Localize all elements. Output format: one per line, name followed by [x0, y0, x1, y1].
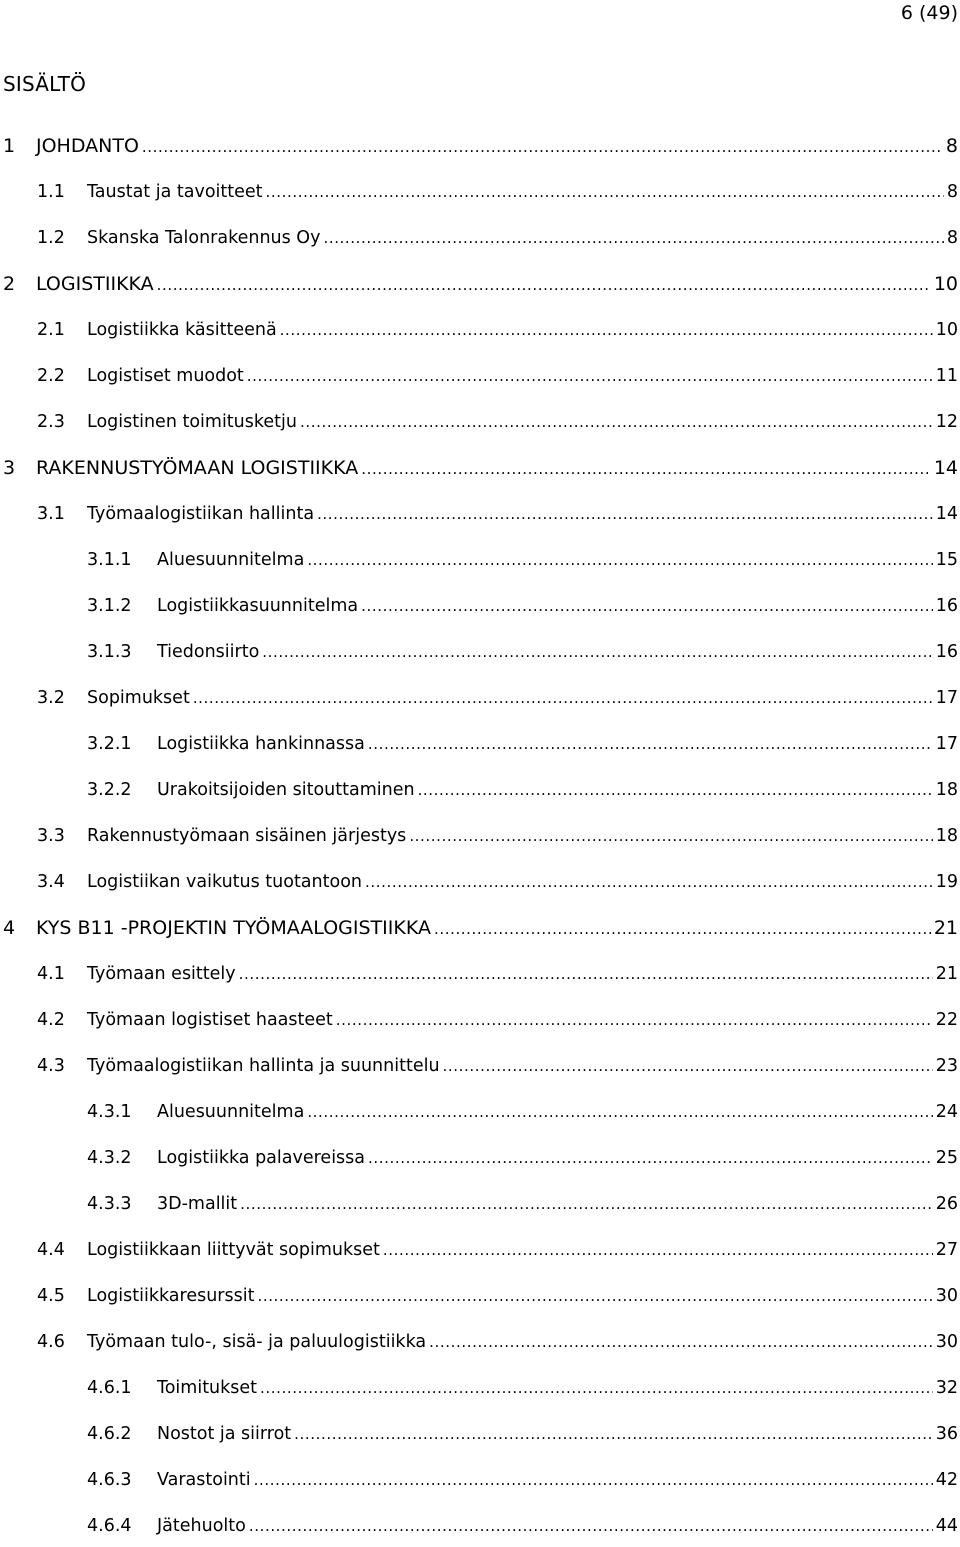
- toc-dot-leader: [368, 1145, 933, 1171]
- toc-entry-number: 2: [3, 273, 16, 295]
- toc-entry[interactable]: [0, 547, 958, 573]
- toc-entry[interactable]: [0, 409, 958, 435]
- toc-entry-page: 44: [935, 1516, 958, 1536]
- page-number: 6 (49): [900, 2, 958, 24]
- toc-entry-title: Logistiikka hankinnassa: [157, 734, 365, 754]
- toc-dot-leader: [361, 593, 933, 619]
- toc-entry[interactable]: [0, 1375, 958, 1401]
- toc-entry-title: Logistiikkaan liittyvät sopimukset: [87, 1240, 380, 1260]
- toc-entry-title: Logistiikka palavereissa: [157, 1148, 366, 1168]
- toc-entry[interactable]: [0, 1421, 958, 1447]
- toc-entry[interactable]: [0, 777, 958, 803]
- toc-entry[interactable]: [0, 1145, 958, 1171]
- toc-entry-title: Logistiikkasuunnitelma: [157, 596, 359, 616]
- toc-entry-page: 16: [935, 642, 958, 662]
- toc-entry-page: 17: [935, 734, 958, 754]
- toc-entry-page: 11: [935, 366, 958, 386]
- toc-dot-leader: [247, 363, 933, 389]
- toc-entry-title: Toimitukset: [157, 1378, 258, 1398]
- toc-dot-leader: [249, 1513, 933, 1539]
- toc-entry-title: Taustat ja tavoitteet: [87, 182, 263, 202]
- toc-dot-leader: [300, 409, 933, 435]
- toc-entry-title: Työmaan logistiset haasteet: [87, 1010, 333, 1030]
- toc-entry-title: Nostot ja siirrot: [157, 1424, 292, 1444]
- toc-entry-page: 32: [935, 1378, 958, 1398]
- toc-entry-number: 2.2: [37, 366, 65, 386]
- toc-entry-title: Logistiikka käsitteenä: [87, 320, 277, 340]
- toc-dot-leader: [323, 225, 943, 251]
- toc-entry[interactable]: [0, 1513, 958, 1539]
- toc-entry-number: 3.4: [37, 872, 65, 892]
- toc-dot-leader: [429, 1329, 933, 1355]
- toc-dot-leader: [409, 823, 932, 849]
- toc-entry-title: JOHDANTO: [36, 135, 139, 157]
- toc-dot-leader: [262, 639, 932, 665]
- toc-entry-title: Rakennustyömaan sisäinen järjestys: [87, 826, 407, 846]
- toc-entry[interactable]: [0, 1237, 958, 1263]
- toc-entry-page: 23: [935, 1056, 958, 1076]
- toc-entry-page: 27: [935, 1240, 958, 1260]
- toc-entry[interactable]: [0, 593, 958, 619]
- toc-dot-leader: [365, 869, 933, 895]
- toc-entry-number: 3.1.2: [87, 596, 132, 616]
- toc-entry-page: 10: [933, 273, 958, 295]
- toc-entry-title: Logistiikkaresurssit: [87, 1286, 255, 1306]
- toc-entry-number: 4.3.1: [87, 1102, 132, 1122]
- toc-title: SISÄLTÖ: [3, 72, 87, 96]
- toc-entry-page: 8: [946, 228, 958, 248]
- toc-entry-page: 12: [935, 412, 958, 432]
- toc-entry[interactable]: [0, 133, 958, 159]
- toc-dot-leader: [142, 134, 943, 160]
- toc-entry-title: Työmaalogistiikan hallinta ja suunnittelu: [87, 1056, 440, 1076]
- toc-entry-title: Logistiset muodot: [87, 366, 244, 386]
- toc-dot-leader: [157, 272, 931, 298]
- toc-dot-leader: [361, 456, 931, 482]
- toc-entry-title: RAKENNUSTYÖMAAN LOGISTIIKKA: [36, 457, 359, 479]
- toc-entry-number: 1.2: [37, 228, 65, 248]
- toc-entry[interactable]: [0, 961, 958, 987]
- toc-entry-title: LOGISTIIKKA: [36, 273, 154, 295]
- toc-entry-page: 30: [935, 1286, 958, 1306]
- toc-dot-leader: [240, 1191, 933, 1217]
- toc-entry-page: 8: [946, 182, 958, 202]
- toc-entry-number: 3.3: [37, 826, 65, 846]
- toc-entry-page: 25: [935, 1148, 958, 1168]
- toc-entry-title: KYS B11 -PROJEKTIN TYÖMAALOGISTIIKKA: [36, 917, 431, 939]
- toc-dot-leader: [336, 1007, 933, 1033]
- toc-entry-number: 2.3: [37, 412, 65, 432]
- toc-dot-leader: [368, 731, 933, 757]
- toc-dot-leader: [307, 1099, 932, 1125]
- toc-entry[interactable]: [0, 731, 958, 757]
- toc-dot-leader: [193, 685, 933, 711]
- toc-dot-leader: [239, 961, 933, 987]
- toc-entry-title: Skanska Talonrakennus Oy: [87, 228, 321, 248]
- toc-entry-page: 19: [935, 872, 958, 892]
- toc-entry-number: 2.1: [37, 320, 65, 340]
- toc-dot-leader: [307, 547, 932, 573]
- toc-entry-number: 4.2: [37, 1010, 65, 1030]
- toc-entry-page: 36: [935, 1424, 958, 1444]
- toc-entry-number: 4.6.4: [87, 1516, 132, 1536]
- toc-dot-leader: [294, 1421, 933, 1447]
- toc-entry[interactable]: [0, 1099, 958, 1125]
- toc-entry-number: 1.1: [37, 182, 65, 202]
- toc-entry[interactable]: [0, 1007, 958, 1033]
- toc-entry-page: 18: [935, 780, 958, 800]
- toc-entry-title: 3D-mallit: [157, 1194, 238, 1214]
- toc-entry-page: 42: [935, 1470, 958, 1490]
- toc-entry[interactable]: [0, 501, 958, 527]
- toc-entry-page: 22: [935, 1010, 958, 1030]
- toc-entry[interactable]: [0, 363, 958, 389]
- toc-entry-number: 4.6.3: [87, 1470, 132, 1490]
- toc-entry[interactable]: [0, 823, 958, 849]
- toc-entry-page: 21: [933, 917, 958, 939]
- toc-entry-page: 8: [945, 135, 958, 157]
- toc-entry[interactable]: [0, 869, 958, 895]
- toc-entry-number: 4.6.1: [87, 1378, 132, 1398]
- toc-entry-number: 4.6.2: [87, 1424, 132, 1444]
- toc-entry-page: 17: [935, 688, 958, 708]
- toc-entry-page: 14: [935, 504, 958, 524]
- toc-entry-number: 3.2: [37, 688, 65, 708]
- toc-entry-title: Työmaan tulo-, sisä- ja paluulogistiikka: [87, 1332, 427, 1352]
- toc-entry-number: 3.1.1: [87, 550, 132, 570]
- toc-entry[interactable]: [0, 179, 958, 205]
- toc-entry[interactable]: [0, 455, 958, 481]
- toc-entry[interactable]: [0, 1053, 958, 1079]
- toc-entry-number: 4.1: [37, 964, 65, 984]
- toc-dot-leader: [260, 1375, 933, 1401]
- toc-entry-title: Urakoitsijoiden sitouttaminen: [157, 780, 415, 800]
- toc-dot-leader: [443, 1053, 933, 1079]
- toc-entry-title: Tiedonsiirto: [157, 642, 260, 662]
- toc-entry[interactable]: [0, 639, 958, 665]
- toc-entry-number: 1: [3, 135, 16, 157]
- toc-entry-page: 30: [935, 1332, 958, 1352]
- toc-entry-page: 16: [935, 596, 958, 616]
- toc-entry-number: 3.1: [37, 504, 65, 524]
- toc-entry-title: Varastointi: [157, 1470, 251, 1490]
- toc-entry[interactable]: [0, 225, 958, 251]
- toc-entry-page: 21: [935, 964, 958, 984]
- toc-dot-leader: [418, 777, 933, 803]
- toc-entry-number: 3: [3, 457, 16, 479]
- toc-entry-page: 10: [935, 320, 958, 340]
- toc-dot-leader: [317, 501, 933, 527]
- toc-entry-title: Työmaan esittely: [87, 964, 236, 984]
- toc-entry[interactable]: [0, 1191, 958, 1217]
- toc-entry-title: Jätehuolto: [157, 1516, 246, 1536]
- toc-entry-number: 4.5: [37, 1286, 65, 1306]
- toc-entry[interactable]: [0, 1329, 958, 1355]
- toc-entry-title: Logistinen toimitusketju: [87, 412, 297, 432]
- toc-entry[interactable]: [0, 271, 958, 297]
- toc-entry-number: 4.3.3: [87, 1194, 132, 1214]
- toc-entry-number: 4.4: [37, 1240, 65, 1260]
- toc-dot-leader: [434, 916, 931, 942]
- toc-entry[interactable]: [0, 915, 958, 941]
- toc-entry-number: 3.2.2: [87, 780, 132, 800]
- toc-dot-leader: [280, 317, 933, 343]
- toc-entry[interactable]: [0, 685, 958, 711]
- toc-entry-title: Työmaalogistiikan hallinta: [87, 504, 315, 524]
- toc-entry-number: 4.6: [37, 1332, 65, 1352]
- toc-entry[interactable]: [0, 1467, 958, 1493]
- toc-entry[interactable]: [0, 317, 958, 343]
- toc-entry[interactable]: [0, 1283, 958, 1309]
- toc-entry-page: 26: [935, 1194, 958, 1214]
- toc-entry-number: 4: [3, 917, 16, 939]
- toc-entry-page: 14: [933, 457, 958, 479]
- toc-entry-page: 18: [935, 826, 958, 846]
- toc-dot-leader: [266, 179, 944, 205]
- toc-entry-title: Aluesuunnitelma: [157, 1102, 305, 1122]
- toc-entry-page: 24: [935, 1102, 958, 1122]
- toc-dot-leader: [383, 1237, 933, 1263]
- toc-dot-leader: [254, 1467, 933, 1493]
- toc-entry-title: Sopimukset: [87, 688, 190, 708]
- toc-dot-leader: [257, 1283, 932, 1309]
- toc-entry-number: 3.1.3: [87, 642, 132, 662]
- toc-entry-title: Logistiikan vaikutus tuotantoon: [87, 872, 362, 892]
- toc-entry-title: Aluesuunnitelma: [157, 550, 305, 570]
- toc-entry-number: 4.3: [37, 1056, 65, 1076]
- toc-entry-page: 15: [935, 550, 958, 570]
- toc-entry-number: 3.2.1: [87, 734, 132, 754]
- toc-entry-number: 4.3.2: [87, 1148, 132, 1168]
